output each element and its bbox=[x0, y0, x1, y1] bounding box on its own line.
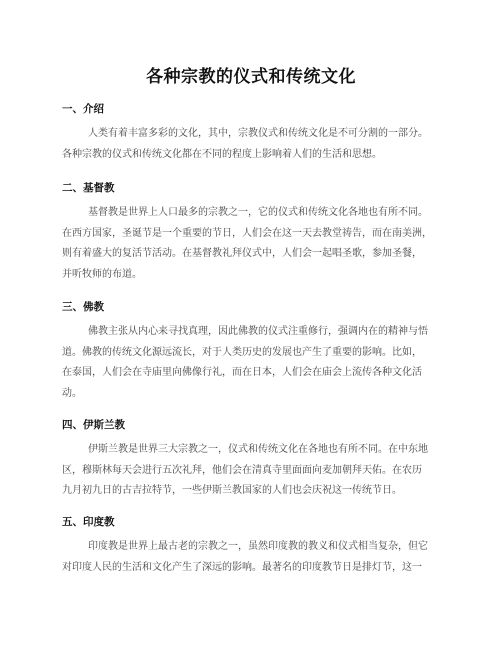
paragraph-line: 各种宗教的仪式和传统文化都在不同的程度上影响着人们的生活和思想。 bbox=[62, 148, 382, 160]
section-paragraph-hinduism bbox=[62, 537, 452, 578]
paragraph-line: 伊斯兰教是世界三大宗教之一，仪式和传统文化在各地也有所不同。在中东地 bbox=[88, 444, 428, 455]
paragraph-line: 在泰国，人们会在寺庙里向佛像行礼，而在日本，人们会在庙会上流传各种文化活 bbox=[62, 367, 422, 378]
paragraph-line: 区，穆斯林每天会进行五次礼拜，他们会在清真寺里面面向麦加朝拜天佑。在农历 bbox=[62, 464, 422, 476]
paragraph-line: 佛教主张从内心来寻找真理，因此佛教的仪式注重修行，强调内在的精神与悟 bbox=[88, 326, 428, 337]
paragraph-line: 在西方国家，圣诞节是一个重要的节日，人们会在这一天去教堂祷告，而在南美洲， bbox=[62, 227, 432, 239]
section-paragraph-buddhism bbox=[62, 322, 452, 404]
paragraph-line: 动。 bbox=[62, 387, 82, 399]
section-paragraph-christianity bbox=[62, 203, 452, 285]
section-paragraph-islam bbox=[62, 440, 452, 502]
paragraph-line: 并听牧师的布道。 bbox=[62, 268, 142, 280]
paragraph-line: 道。佛教的传统文化源远流长，对于人类历史的发展也产生了重要的影响。比如， bbox=[62, 346, 422, 358]
section-heading-buddhism: 三、佛教 bbox=[62, 301, 104, 313]
paragraph-line: 九月初九日的古吉拉特节，一些伊斯兰教国家的人们也会庆祝这一传统节日。 bbox=[62, 485, 402, 496]
paragraph-line: 印度教是世界上最古老的宗教之一，虽然印度教的教义和仪式相当复杂，但它 bbox=[88, 541, 428, 552]
paragraph-line: 对印度人民的生活和文化产生了深远的影响。最著名的印度教节日是排灯节，这一 bbox=[62, 561, 422, 573]
section-heading-christianity: 二、基督教 bbox=[62, 182, 115, 194]
section-heading-islam: 四、伊斯兰教 bbox=[62, 419, 125, 431]
paragraph-line: 则有着盛大的复活节活动。在基督教礼拜仪式中，人们会一起唱圣歌，参加圣餐， bbox=[62, 248, 422, 259]
section-heading-intro: 一、介绍 bbox=[62, 103, 104, 115]
paragraph-line: 基督教是世界上人口最多的宗教之一，它的仪式和传统文化各地也有所不同。 bbox=[88, 207, 428, 218]
paragraph-line: 人类有着丰富多彩的文化，其中，宗教仪式和传统文化是不可分割的一部分。 bbox=[88, 128, 428, 139]
section-paragraph-intro bbox=[62, 124, 452, 165]
section-heading-hinduism: 五、印度教 bbox=[62, 516, 115, 528]
document-title: 各种宗教的仪式和传统文化 bbox=[146, 67, 356, 87]
